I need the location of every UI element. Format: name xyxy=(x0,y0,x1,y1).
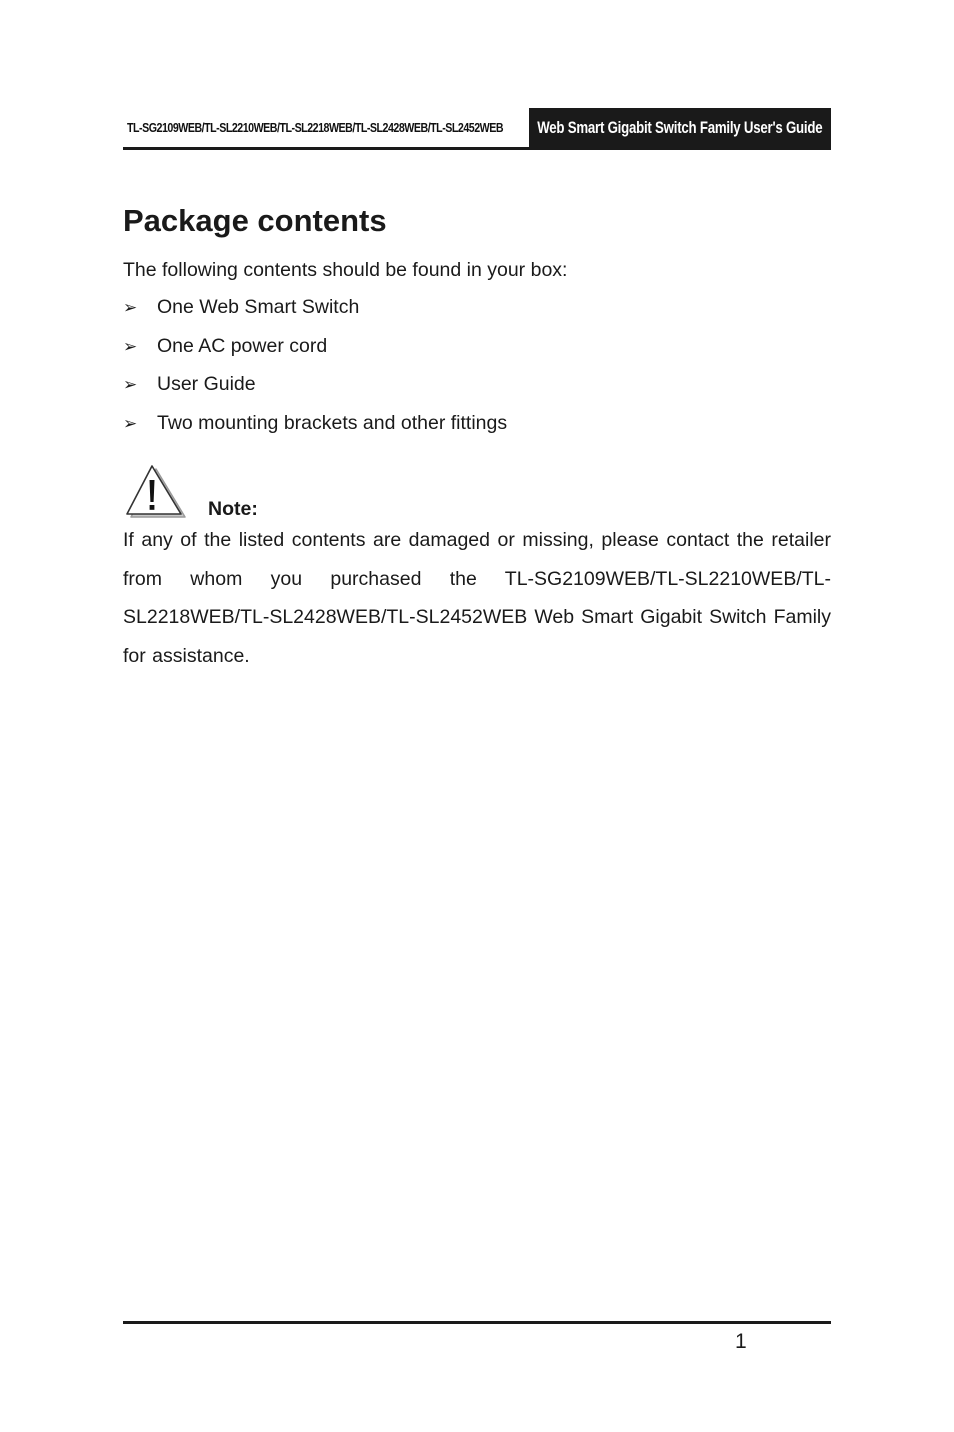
list-item xyxy=(123,373,507,412)
package-contents-list xyxy=(123,296,507,450)
page-number: 1 xyxy=(735,1330,747,1353)
header-model-list: TL-SG2109WEB/TL-SL2210WEB/TL-SL2218WEB/TL-SL2428WEB/TL-SL2452WEB xyxy=(127,120,504,135)
document-page xyxy=(123,0,831,1432)
arrow-bullet-icon: ➢ xyxy=(123,375,138,394)
list-item xyxy=(123,296,507,335)
arrow-bullet-icon: ➢ xyxy=(123,413,138,433)
list-item-text: Two mounting brackets and other fittings xyxy=(157,411,508,434)
arrow-bullet-icon: ➢ xyxy=(123,298,138,317)
section-title: Package contents xyxy=(123,203,387,238)
list-item-text: User Guide xyxy=(157,373,256,395)
note-text: If any of the listed contents are damaged or missing, please contact the retailer from whom you purchased the TL-SG2109WEB/TL-SL2210WEB/TL-SL2218WEB/TL-SL2428WEB/TL-SL2452WEB Web Smart Gigabit Switch Family for assistance. xyxy=(123,529,831,667)
note-label: Note: xyxy=(208,498,258,520)
page-header xyxy=(123,108,831,148)
header-divider xyxy=(123,147,831,150)
arrow-bullet-icon: ➢ xyxy=(123,336,138,356)
list-item-text: One Web Smart Switch xyxy=(157,296,360,318)
warning-triangle-icon xyxy=(125,464,187,520)
header-guide-title-box xyxy=(529,108,831,148)
list-item-text: One AC power cord xyxy=(157,334,328,357)
header-guide-title: Web Smart Gigabit Switch Family User's Guide xyxy=(537,118,823,137)
list-item xyxy=(123,412,507,451)
section-intro: The following contents should be found in your box: xyxy=(123,259,568,281)
footer-divider xyxy=(123,1321,831,1324)
list-item xyxy=(123,335,507,374)
